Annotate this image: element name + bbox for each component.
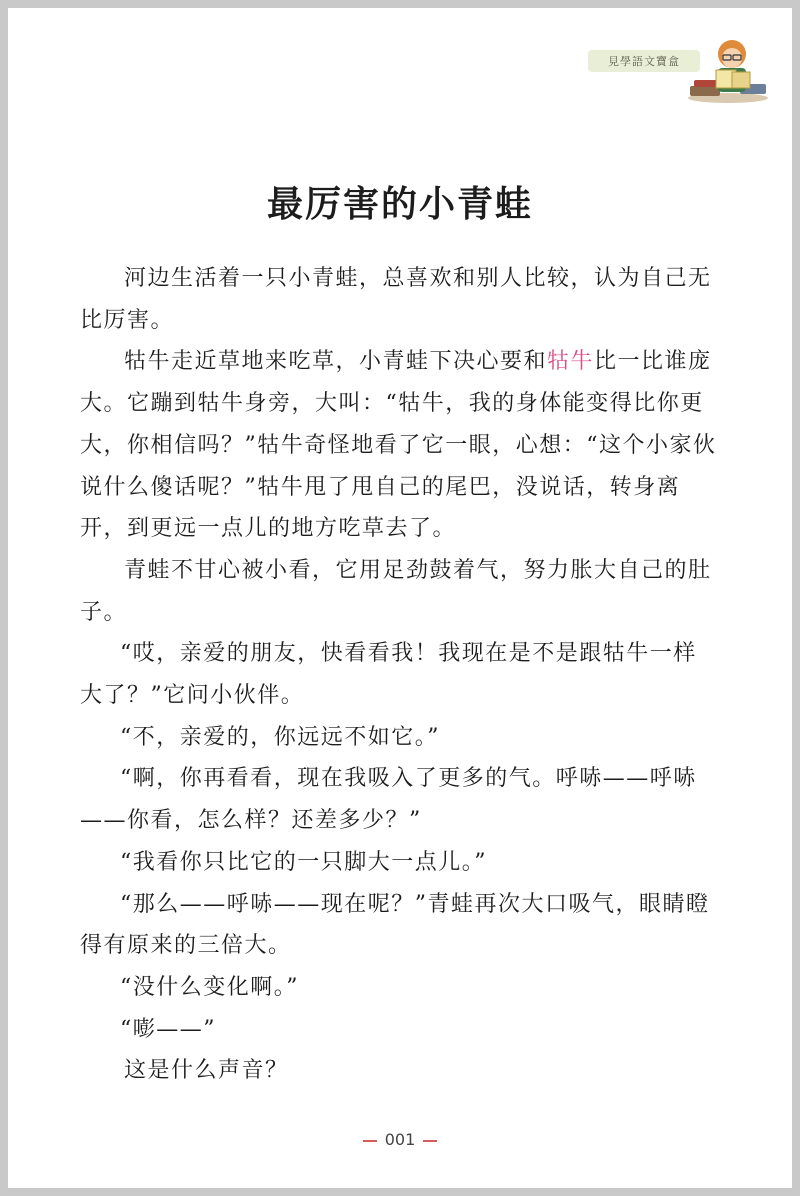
paragraph: “不，亲爱的，你远远不如它。” (120, 724, 440, 750)
story-title: 最厉害的小青蛙 (266, 183, 533, 225)
paragraph: 青蛙不甘心被小看，它用足劲鼓着气，努力胀大自己的肚子。 (80, 557, 712, 625)
reading-child-illustration (680, 36, 770, 104)
paragraph-text: 比一比谁庞大。它蹦到牯牛身旁，大叫：“牯牛，我的身体能变得比你更大，你相信吗？”牯牛奇怪地看了它一眼，心想：“这个小家伙说什么傻话呢？”牯牛甩了甩自己的尾巴，没说话，转身离开，到更远一点儿的地方吃草去了。 (80, 349, 717, 542)
page-number-row (8, 1130, 792, 1149)
highlighted-word: 牯牛 (547, 349, 595, 375)
book-page (8, 8, 792, 1188)
dash-right (423, 1140, 437, 1142)
story-body (80, 258, 720, 1092)
paragraph: “我看你只比它的一只脚大一点儿。” (120, 849, 487, 875)
paragraph: “嘭——” (120, 1016, 216, 1042)
paragraph: “哎，亲爱的朋友，快看看我！我现在是不是跟牯牛一样大了？”它问小伙伴。 (80, 641, 697, 709)
paragraph: “啊，你再看看，现在我吸入了更多的气。呼哧——呼哧——你看，怎么样？还差多少？” (80, 766, 697, 834)
page-number: 001 (384, 1130, 416, 1149)
paragraph (80, 341, 720, 550)
paragraph: “没什么变化啊。” (120, 974, 299, 1000)
paragraph: “那么——呼哧——现在呢？”青蛙再次大口吸气，眼睛瞪得有原来的三倍大。 (80, 891, 710, 959)
paragraph: 这是什么声音？ (124, 1058, 289, 1084)
paragraph-text: 牯牛走近草地来吃草，小青蛙下决心要和 (124, 349, 548, 375)
series-label: 見學語文寶盒 (588, 50, 700, 72)
series-header-badge (588, 36, 764, 104)
dash-left (363, 1140, 377, 1142)
paragraph: 河边生活着一只小青蛙，总喜欢和别人比较，认为自己无比厉害。 (80, 266, 712, 333)
